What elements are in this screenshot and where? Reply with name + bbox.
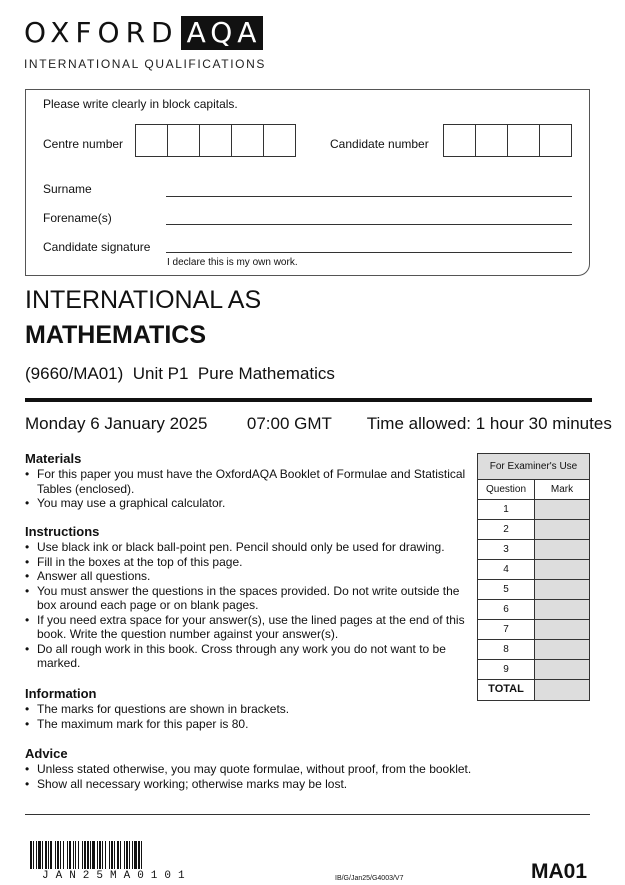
advice-heading: Advice: [25, 746, 68, 761]
total-mark-cell: [535, 680, 589, 700]
barcode-text: JAN25MA0101: [42, 870, 192, 882]
advice-item: • Show all necessary working; otherwise marks may be lost.: [37, 777, 545, 792]
centre-digit-box[interactable]: [199, 124, 232, 157]
information-section: [25, 686, 470, 731]
block-capitals-instruction: Please write clearly in block capitals.: [43, 97, 238, 111]
mark-cell: [535, 660, 589, 679]
examiners-total-row: [478, 679, 589, 700]
question-column-header: Question: [478, 480, 535, 499]
instructions-item: • Answer all questions.: [37, 569, 470, 584]
time-allowed: Time allowed: 1 hour 30 minutes: [366, 414, 612, 433]
question-number: 8: [478, 640, 535, 659]
examiners-table-row: [478, 659, 589, 679]
centre-number-label: Centre number: [43, 137, 124, 151]
mark-cell: [535, 500, 589, 519]
oxfordaqa-logo: [24, 16, 263, 50]
title-divider: [25, 398, 592, 402]
examiners-table-row: [478, 639, 589, 659]
logo-word: OXFORD: [24, 16, 179, 49]
instructions-item: • Fill in the boxes at the top of this page.: [37, 555, 470, 570]
surname-label: Surname: [43, 182, 92, 196]
advice-section: [25, 746, 545, 791]
question-number: 5: [478, 580, 535, 599]
information-item: • The maximum mark for this paper is 80.: [37, 717, 470, 732]
exam-date: Monday 6 January 2025: [25, 414, 208, 433]
advice-item: • Unless stated otherwise, you may quote formulae, without proof, from the booklet.: [37, 762, 545, 777]
question-number: 4: [478, 560, 535, 579]
candidate-number-boxes[interactable]: [444, 124, 572, 157]
question-number: 1: [478, 500, 535, 519]
candidate-digit-box[interactable]: [539, 124, 572, 157]
candidate-digit-box[interactable]: [507, 124, 540, 157]
materials-item: • For this paper you must have the OxfordAQA Booklet of Formulae and Statistical Tables (enclosed).: [37, 467, 470, 496]
examiners-table-row: [478, 579, 589, 599]
candidate-details-box: [25, 89, 590, 276]
exam-info-line: [25, 414, 612, 434]
examiners-table-row: [478, 619, 589, 639]
paper-code: MA01: [531, 860, 588, 883]
examiners-table-row: [478, 599, 589, 619]
mark-cell: [535, 640, 589, 659]
question-number: 7: [478, 620, 535, 639]
signature-line[interactable]: [166, 252, 572, 253]
signature-label: Candidate signature: [43, 240, 151, 254]
examiners-table-row: [478, 539, 589, 559]
candidate-number-label: Candidate number: [330, 137, 429, 151]
footer-divider: [25, 814, 590, 815]
forename-line[interactable]: [166, 224, 572, 225]
question-number: 3: [478, 540, 535, 559]
logo-boxed-text: AQA: [181, 16, 264, 50]
mark-cell: [535, 620, 589, 639]
candidate-digit-box[interactable]: [443, 124, 476, 157]
centre-digit-box[interactable]: [263, 124, 296, 157]
exam-time: 07:00 GMT: [246, 414, 332, 433]
centre-digit-box[interactable]: [231, 124, 264, 157]
mark-cell: [535, 540, 589, 559]
information-item: • The marks for questions are shown in brackets.: [37, 702, 470, 717]
mark-cell: [535, 520, 589, 539]
instructions-item: • Do all rough work in this book. Cross through any work you do not want to be marked.: [37, 642, 470, 671]
surname-line[interactable]: [166, 196, 572, 197]
total-label: TOTAL: [478, 680, 535, 700]
mark-column-header: Mark: [535, 480, 589, 499]
forename-label: Forename(s): [43, 211, 112, 225]
centre-number-boxes[interactable]: [136, 124, 296, 157]
unit-title: (9660/MA01) Unit P1 Pure Mathematics: [25, 364, 335, 383]
instructions-item: • You must answer the questions in the spaces provided. Do not write outside the box around each page or on blank pages.: [37, 584, 470, 613]
examiners-table-header-row: [478, 480, 589, 499]
question-number: 9: [478, 660, 535, 679]
mark-cell: [535, 580, 589, 599]
examiners-table-row: [478, 519, 589, 539]
materials-heading: Materials: [25, 451, 82, 466]
examiners-table-row: [478, 499, 589, 519]
candidate-digit-box[interactable]: [475, 124, 508, 157]
paper-reference: IB/G/Jan25/G4003/V7: [335, 875, 404, 882]
examiners-use-heading: For Examiner's Use: [478, 454, 589, 480]
instructions-section: [25, 524, 470, 671]
examiners-table-row: [478, 559, 589, 579]
instructions-heading: Instructions: [25, 524, 100, 539]
centre-digit-box[interactable]: [135, 124, 168, 157]
materials-section: [25, 451, 470, 511]
question-number: 6: [478, 600, 535, 619]
instructions-item: • If you need extra space for your answer(s), use the lined pages at the end of this book. Write the question number against your answer(s).: [37, 613, 470, 642]
declaration-text: I declare this is my own work.: [167, 257, 298, 268]
centre-digit-box[interactable]: [167, 124, 200, 157]
qualification-title: INTERNATIONAL AS: [25, 286, 262, 314]
instructions-item: • Use black ink or black ball-point pen. Pencil should only be used for drawing.: [37, 540, 470, 555]
examiners-use-table: [477, 453, 590, 701]
materials-item: • You may use a graphical calculator.: [37, 496, 470, 511]
subject-title: MATHEMATICS: [25, 321, 206, 349]
barcode-image: [30, 841, 226, 869]
question-number: 2: [478, 520, 535, 539]
logo-subtitle: INTERNATIONAL QUALIFICATIONS: [24, 57, 266, 71]
information-heading: Information: [25, 686, 97, 701]
mark-cell: [535, 560, 589, 579]
mark-cell: [535, 600, 589, 619]
